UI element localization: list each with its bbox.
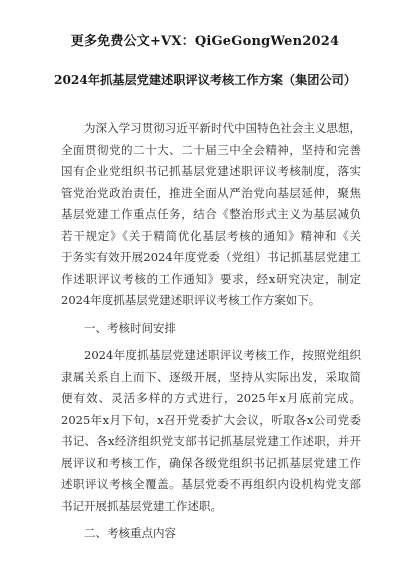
paragraph-line: 2024年度抓基层党建述职评议考核工作方案如下。 xyxy=(61,293,321,307)
paragraph-line: 若干规定》《关于精简优化基层考核的通知》精神和《关 xyxy=(61,228,361,243)
paragraph-line: 便有效、灵活多样的方式进行，2025年x月底前完成。 xyxy=(61,391,361,405)
paragraph-line: 书记、各x经济组织党支部书记抓基层党建工作述职，并开 xyxy=(61,434,361,448)
paragraph-line: 2025年x月下旬，x召开党委扩大会议，听取各x公司党委 xyxy=(61,412,361,427)
paragraph-line: 国有企业党组织书记抓基层党建述职评议考核制度，落实 xyxy=(61,164,361,178)
document-body xyxy=(61,118,361,545)
paragraph-line: 管党治党政治责任，推进全面从严治党向基层延伸，聚焦 xyxy=(61,185,361,200)
paragraph-line: 述职评议考核全覆盖。基层党委不再组织内设机构党支部 xyxy=(61,477,361,491)
paragraph-intro xyxy=(61,118,361,312)
document-title: 2024年抓基层党建述职评议考核工作方案（集团公司） xyxy=(53,73,357,87)
watermark-header: 更多免费公文+VX：QiGeGongWen2024 xyxy=(70,34,340,49)
section-heading-schedule: 一、考核时间安排 xyxy=(84,320,176,335)
paragraph-line: 作述职评议考核的工作通知》要求，经x研究决定，制定 xyxy=(61,271,361,286)
paragraph-line: 展评议和考核工作，确保各级党组织书记抓基层党建工作 xyxy=(61,455,361,470)
paragraph-line: 书记开展抓基层党建工作述职。 xyxy=(61,498,222,513)
section-heading-focus: 二、考核重点内容 xyxy=(84,526,176,540)
paragraph-schedule xyxy=(61,345,361,517)
paragraph-line: 于务实有效开展2024年度党委（党组）书记抓基层党建工 xyxy=(61,250,361,264)
paragraph-line: 基层党建工作重点任务，结合《整治形式主义为基层减负 xyxy=(61,207,361,221)
paragraph-line: 为深入学习贯彻习近平新时代中国特色社会主义思想， xyxy=(84,121,361,135)
paragraph-line: 隶属关系自上而下、逐级开展，坚持从实际出发，采取简 xyxy=(61,369,361,384)
paragraph-line: 2024年度抓基层党建述职评议考核工作，按照党组织 xyxy=(84,348,361,362)
paragraph-line: 全面贯彻党的二十大、二十届三中全会精神，坚持和完善 xyxy=(61,142,361,157)
